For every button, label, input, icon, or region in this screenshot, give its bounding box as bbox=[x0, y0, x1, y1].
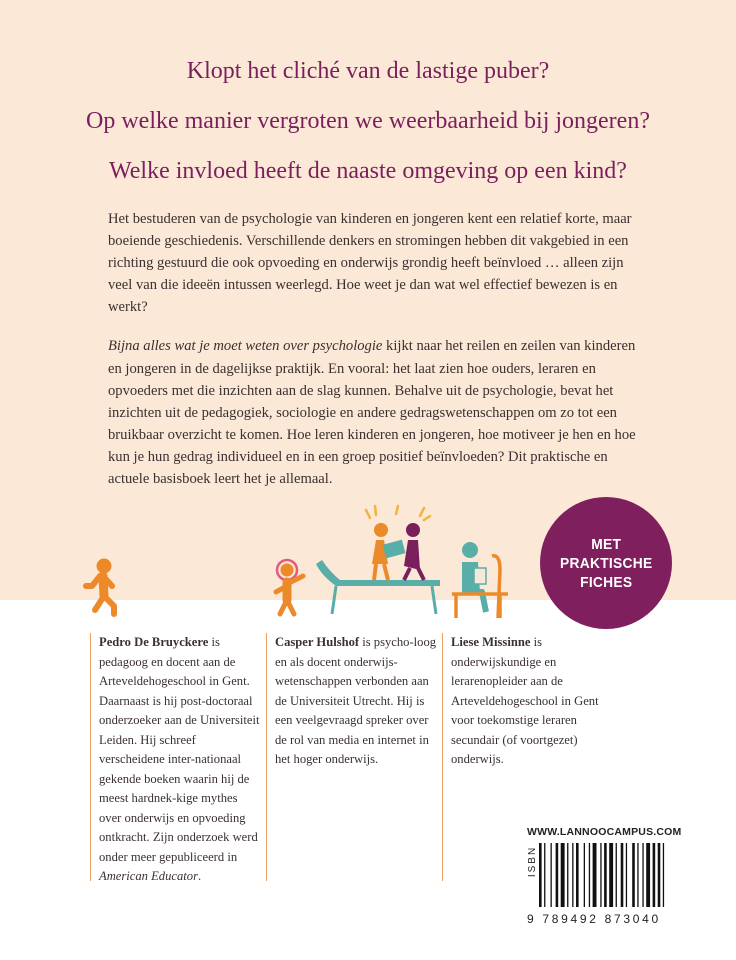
isbn-label: ISBN bbox=[527, 845, 539, 878]
bio-text: is psycho-loog en als docent onderwijs-wetenschappen verbonden aan de Universiteit Utrecht. Hij is een veelgevraagd spreker over de rol van media en internet in het hoger onderwijs. bbox=[275, 635, 437, 766]
waving-child-icon bbox=[276, 560, 303, 614]
barcode-bar bbox=[653, 843, 656, 907]
seated-person-icon bbox=[452, 542, 508, 618]
arguing-people-icon bbox=[366, 506, 430, 580]
barcode-bar bbox=[539, 843, 542, 907]
barcode-bar bbox=[626, 843, 627, 907]
barcode-bar bbox=[593, 843, 597, 907]
barcode-bar bbox=[576, 843, 579, 907]
barcode-area bbox=[527, 826, 682, 926]
author-name: Pedro De Bruyckere bbox=[99, 635, 209, 649]
barcode-bar bbox=[604, 843, 607, 907]
badge-line-1: MET bbox=[591, 535, 621, 553]
barcode-bar bbox=[658, 843, 661, 907]
book-title: Bijna alles wat je moet weten over psychologie bbox=[108, 338, 383, 355]
bio-end: . bbox=[197, 869, 202, 883]
question-1: Klopt het cliché van de lastige puber? bbox=[186, 58, 550, 84]
barcode bbox=[539, 843, 675, 907]
barcode-bar bbox=[632, 843, 635, 907]
barcode-bar bbox=[556, 843, 559, 907]
website-url: WWW.LANNOOCAMPUS.COM bbox=[527, 826, 682, 838]
intro-text bbox=[108, 208, 648, 507]
bio-text: is onderwijskundige en lerarenopleider aan de Arteveldehogeschool in Gent voor toekomstige leraren secundair (of voortgezet) onderwijs. bbox=[451, 635, 599, 766]
isbn-number: 9 789492 873040 bbox=[527, 912, 661, 926]
question-3: Welke invloed heeft de naaste omgeving op een kind? bbox=[109, 158, 627, 184]
barcode-bar bbox=[551, 843, 552, 907]
barcode-bar bbox=[567, 843, 568, 907]
barcode-bar bbox=[589, 843, 590, 907]
question-2: Op welke manier vergroten we weerbaarheid bij jongeren? bbox=[86, 108, 650, 134]
intro-paragraph-1: Het bestuderen van de psychologie van kinderen en jongeren kent een relatief korte, maar boeiende geschiedenis. Verschillende denkers en stromingen hebben dit vakgebied in een richting gestuurd die ook opvoeding en onderwijs grondig heeft beïnvloed … alleen zijn veel van die ideeën intussen weerlegd. Hoe weet je dan wat wel effectief bewezen is en werkt? bbox=[108, 211, 632, 316]
barcode-bar bbox=[637, 843, 638, 907]
barcode-bar bbox=[572, 843, 573, 907]
bio-casper bbox=[266, 633, 437, 881]
questions bbox=[0, 58, 736, 208]
barcode-bar bbox=[616, 843, 617, 907]
barcode-bar bbox=[544, 843, 545, 907]
barcode-bar bbox=[621, 843, 624, 907]
barcode-bar bbox=[642, 843, 643, 907]
barcode-bar bbox=[609, 843, 613, 907]
barcode-bar bbox=[646, 843, 650, 907]
barcode-bar bbox=[663, 843, 664, 907]
bio-text: is pedagoog en docent aan de Arteveldehogeschool in Gent. Daarnaast is hij post-doctoraal onderzoeker aan de Universiteit Leiden. Hij schreef verscheidene inter-nationaal gekende boeken waarin hij de meest hardnek-kige mythes over onderwijs en opvoeding ontkracht. Zijn onderzoek werd onder meer gepubliceerd in bbox=[99, 635, 260, 864]
intro-paragraph-2 bbox=[108, 335, 648, 490]
barcode-bar bbox=[600, 843, 601, 907]
author-name: Casper Hulshof bbox=[275, 635, 360, 649]
barcode-bar bbox=[561, 843, 565, 907]
bio-pedro bbox=[90, 633, 261, 881]
intro-paragraph-2-text: kijkt naar het reilen en zeilen van kinderen en jongeren in de dagelijkse praktijk. En vooral: het laat zien hoe ouders, leraren en opvoeders met die inzichten aan de slag kunnen. Behalve uit de psychologie, bevat het inzichten uit de pedagogiek, sociologie en andere gedragswetenschappen om zo tot een bruikbaar overzicht te komen. Hoe leren kinderen en jongeren, hoe motiveer je hen en hoe kun je hun gedrag individueel en in een groep positief beïnvloeden? Dit praktische en actuele basisboek leert het je allemaal. bbox=[108, 338, 636, 488]
badge-line-2: PRAKTISCHE bbox=[559, 554, 653, 572]
practical-sheets-badge bbox=[540, 497, 672, 629]
journal-name: American Educator bbox=[99, 869, 198, 883]
barcode-bar bbox=[584, 843, 585, 907]
couch-icon bbox=[316, 560, 440, 614]
walking-child-icon bbox=[86, 559, 114, 615]
badge-line-3: FICHES bbox=[579, 573, 633, 591]
author-name: Liese Missinne bbox=[451, 635, 531, 649]
